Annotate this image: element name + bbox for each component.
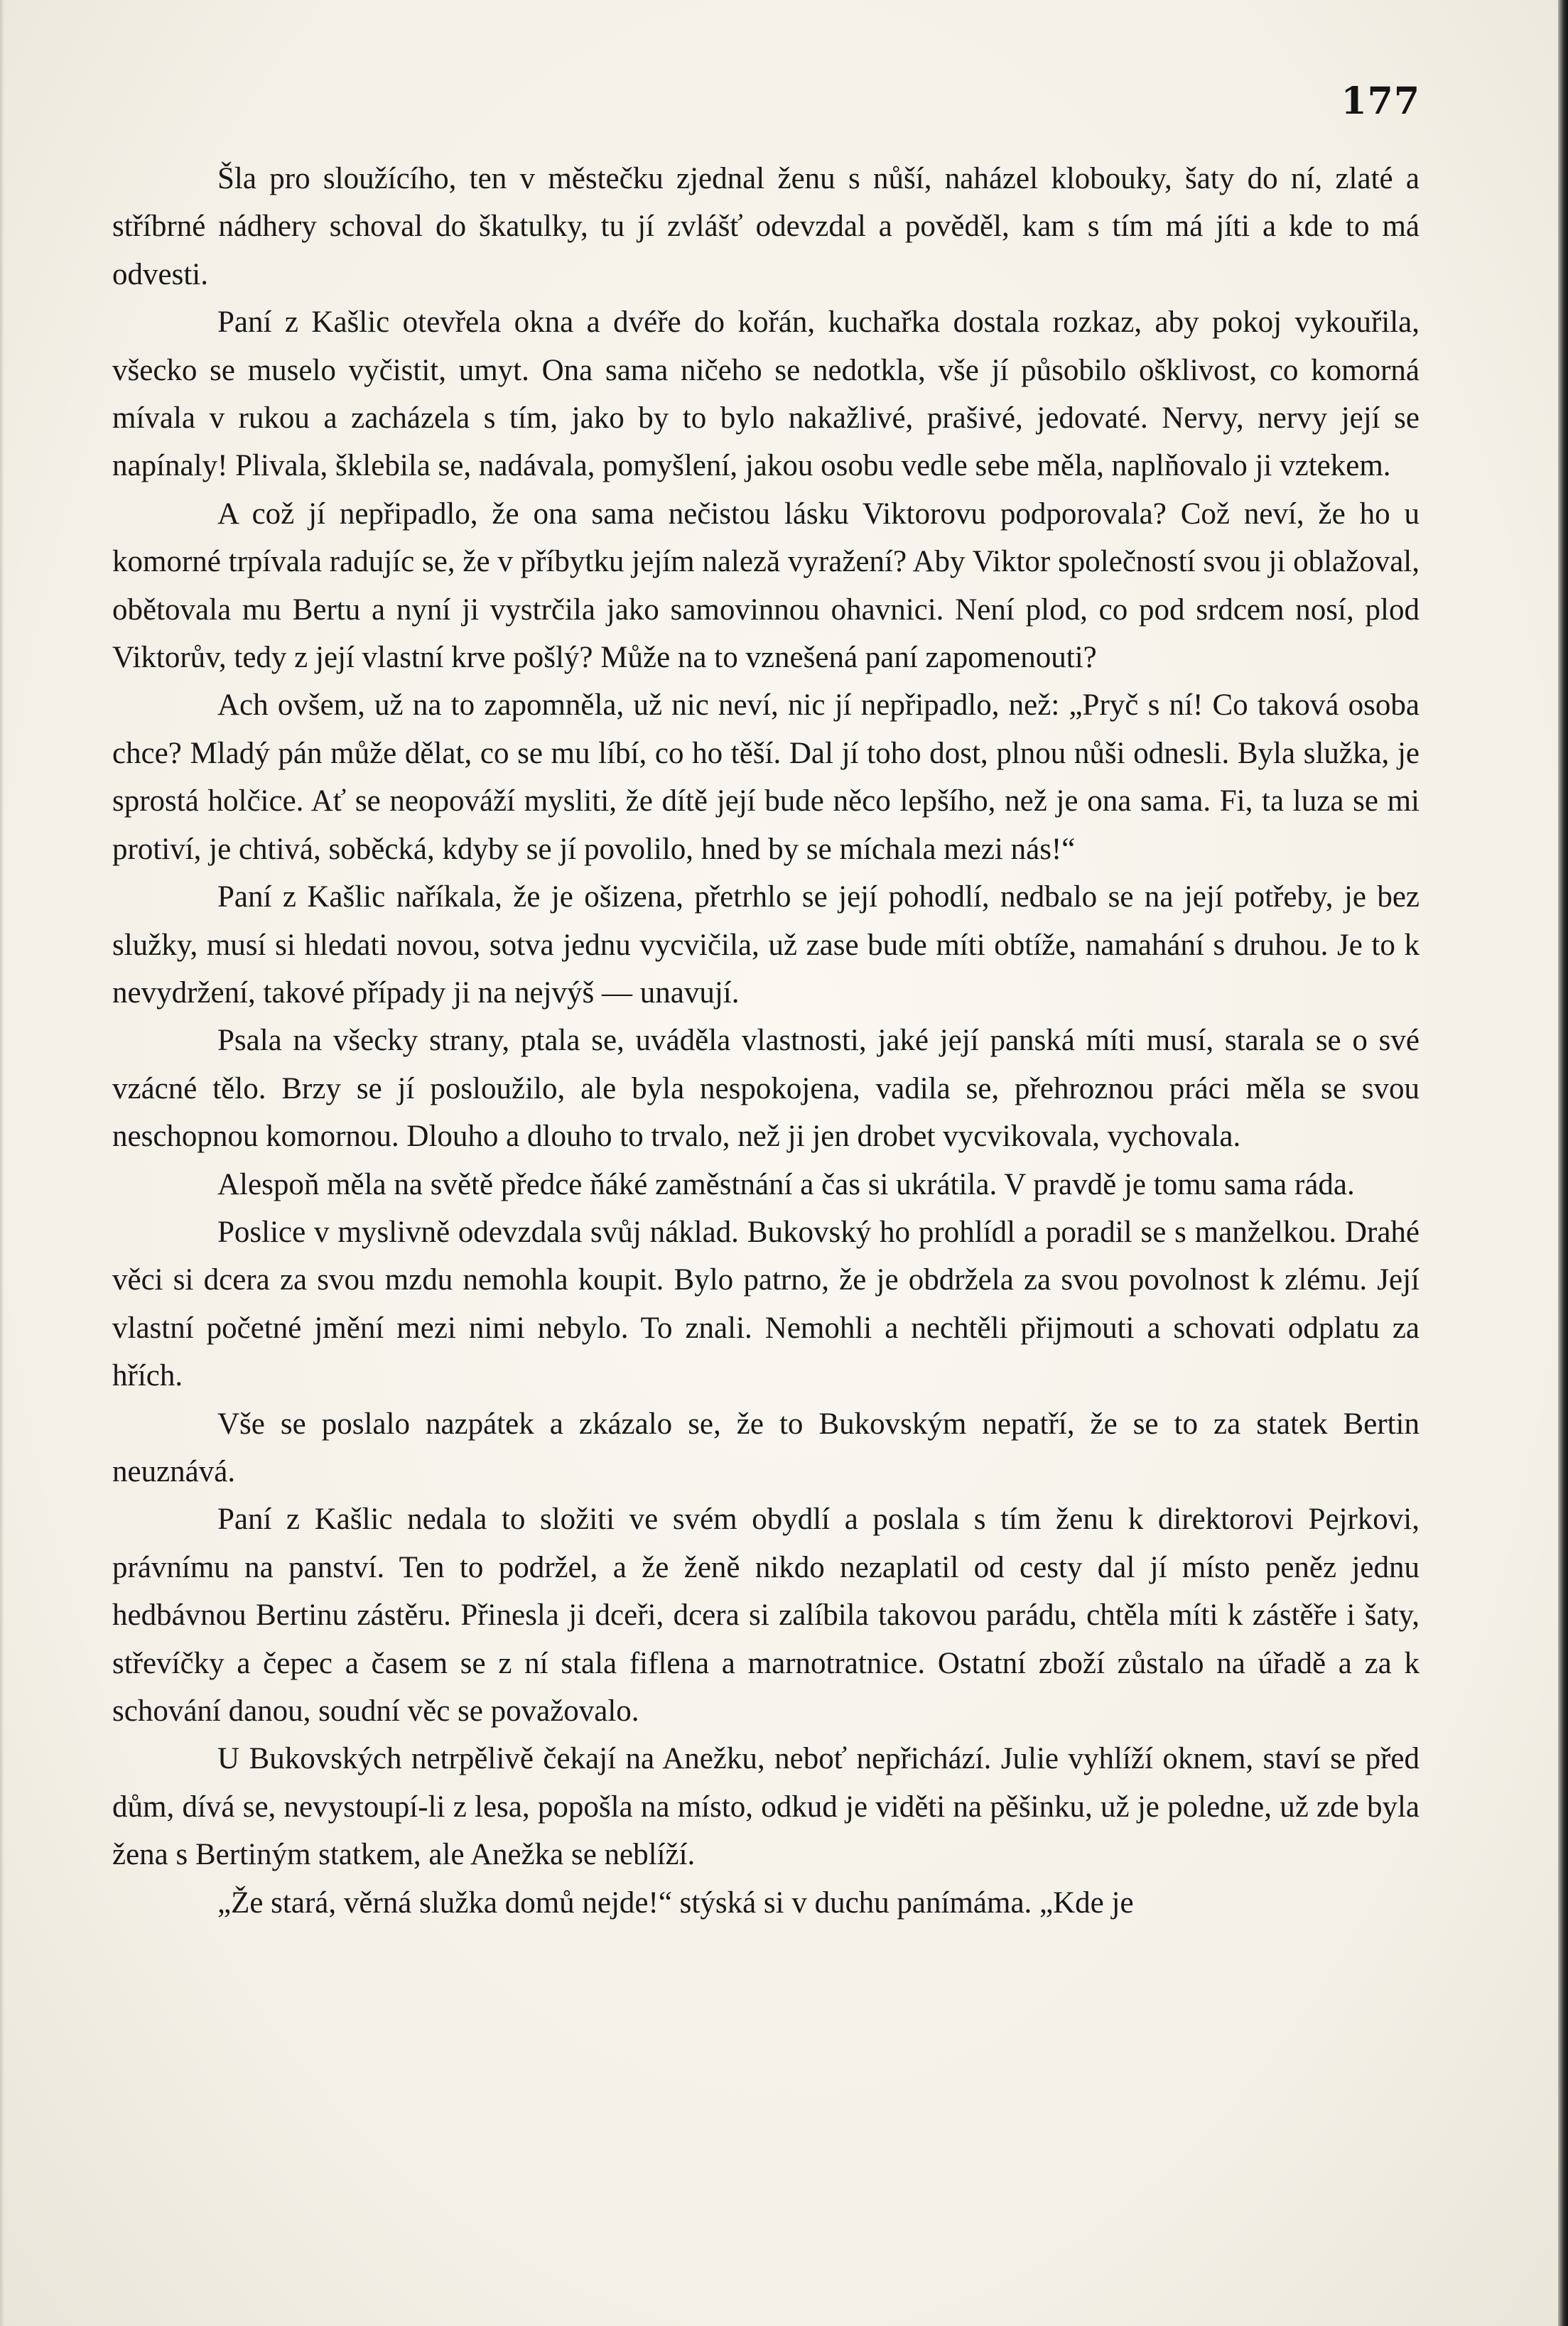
paragraph-9: Vše se poslalo nazpátek a zkázalo se, že to Bukovským nepatří, že se to za statek Bertin neuznává. <box>112 1407 1420 1488</box>
scan-edge-left <box>0 0 4 2326</box>
scan-edge-right <box>1558 0 1568 2326</box>
body-text <box>112 155 1420 1927</box>
page-number: 177 <box>1341 80 1420 123</box>
paragraph-10: Paní z Kašlic nedala to složiti ve svém obydlí a poslala s tím ženu k direktorovi Pejrkovi, právnímu na panství. Ten to podržel, a že ženě nikdo nezaplatil od cesty dal jí místo peněz jednu hedbávnou Bertinu zástěru. Přinesla ji dceři, dcera si zalíbila takovou parádu, chtěla míti k zástěře i šaty, střevíčky a čepec a časem se z ní stala fiflena a marnotratnice. Ostatní zboží zůstalo na úřadě a za k schování danou, soudní věc se považovalo. <box>112 1503 1420 1728</box>
paragraph-3: A což jí nepřipadlo, že ona sama nečistou lásku Viktorovu podporovala? Což neví, že ho u komorné trpívala radujíc se, že v příbytku jejím naleză vyražení? Aby Viktor společností svou ji oblažoval, obětovala mu Bertu a nyní ji vystrčila jako samovinnou ohavnici. Není plod, co pod srdcem nosí, plod Viktorův, tedy z její vlastní krve pošlý? Může na to vznešená paní zapomenouti? <box>112 497 1420 675</box>
paragraph-7: Alespoň měla na světě předce ňáké zaměstnání a čas si ukrátila. V pravdě je tomu sama ráda. <box>217 1167 1355 1201</box>
paragraph-4: Ach ovšem, už na to zapomněla, už nic neví, nic jí nepřipadlo, než: „Pryč s ní! Co taková osoba chce? Mladý pán může dělat, co se mu líbí, co ho těší. Dal jí toho dost, plnou nůši odnesli. Byla služka, je sprostá holčice. Ať se neopováží mysliti, že dítě její bude něco lepšího, než je ona sama. Fi, ta luza se mi protiví, je chtivá, soběcká, kdyby se jí povolilo, hned by se míchala mezi nás!“ <box>112 688 1420 866</box>
paragraph-6: Psala na všecky strany, ptala se, uváděla vlastnosti, jaké její panská míti musí, starala se o své vzácné tělo. Brzy se jí posloužilo, ale byla nespokojena, vadila se, přehroznou práci měla se svou neschopnou komornou. Dlouho a dlouho to trvalo, než ji jen drobet vycvikovala, vychovala. <box>112 1024 1420 1154</box>
paragraph-2: Paní z Kašlic otevřela okna a dvéře do kořán, kuchařka dostala rozkaz, aby pokoj vykouřila, všecko se muselo vyčistit, umyt. Ona sama ničeho se nedotkla, vše jí působilo ošklivost, co komorná mívala v rukou a zacházela s tím, jako by to bylo nakažlivé, prašivé, jedovaté. Nervy, nervy její se napínaly! Plivala, šklebila se, nadávala, pomyšlení, jakou osobu vedle sebe měla, naplňovalo ji vztekem. <box>112 305 1420 483</box>
paragraph-5: Paní z Kašlic naříkala, že je ošizena, přetrhlo se její pohodlí, nedbalo se na její potřeby, je bez služky, musí si hledati novou, sotva jednu vycvičila, už zase bude míti obtíže, namahání s druhou. Je to k nevydržení, takové případy ji na nejvýš — unavují. <box>112 880 1420 1010</box>
paragraph-1: Šla pro sloužícího, ten v městečku zjednal ženu s nůší, naházel klobouky, šaty do ní, zlaté a stříbrné nádhery schoval do škatulky, tu jí zvlášť odevzdal a pověděl, kam s tím má jíti a kde to má odvesti. <box>112 162 1420 291</box>
paragraph-8: Poslice v myslivně odevzdala svůj náklad. Bukovský ho prohlídl a poradil se s manželkou. Drahé věci si dcera za svou mzdu nemohla koupit. Bylo patrno, že je obdržela za svou povolnost k zlému. Její vlastní početné jmění mezi nimi nebylo. To znali. Nemohli a nechtěli přijmouti a schovati odplatu za hřích. <box>112 1215 1420 1393</box>
paragraph-12: „Že stará, věrná služka domů nejde!“ stýská si v duchu panímáma. „Kde je <box>217 1886 1134 1920</box>
paragraph-11: U Bukovských netrpělivě čekají na Anežku, neboť nepřichází. Julie vyhlíží oknem, staví se před dům, dívá se, nevystoupí-li z lesa, popošla na místo, odkud je viděti na pěšinku, už je poledne, už zde byla žena s Bertiným statkem, ale Anežka se neblíží. <box>112 1742 1420 1872</box>
